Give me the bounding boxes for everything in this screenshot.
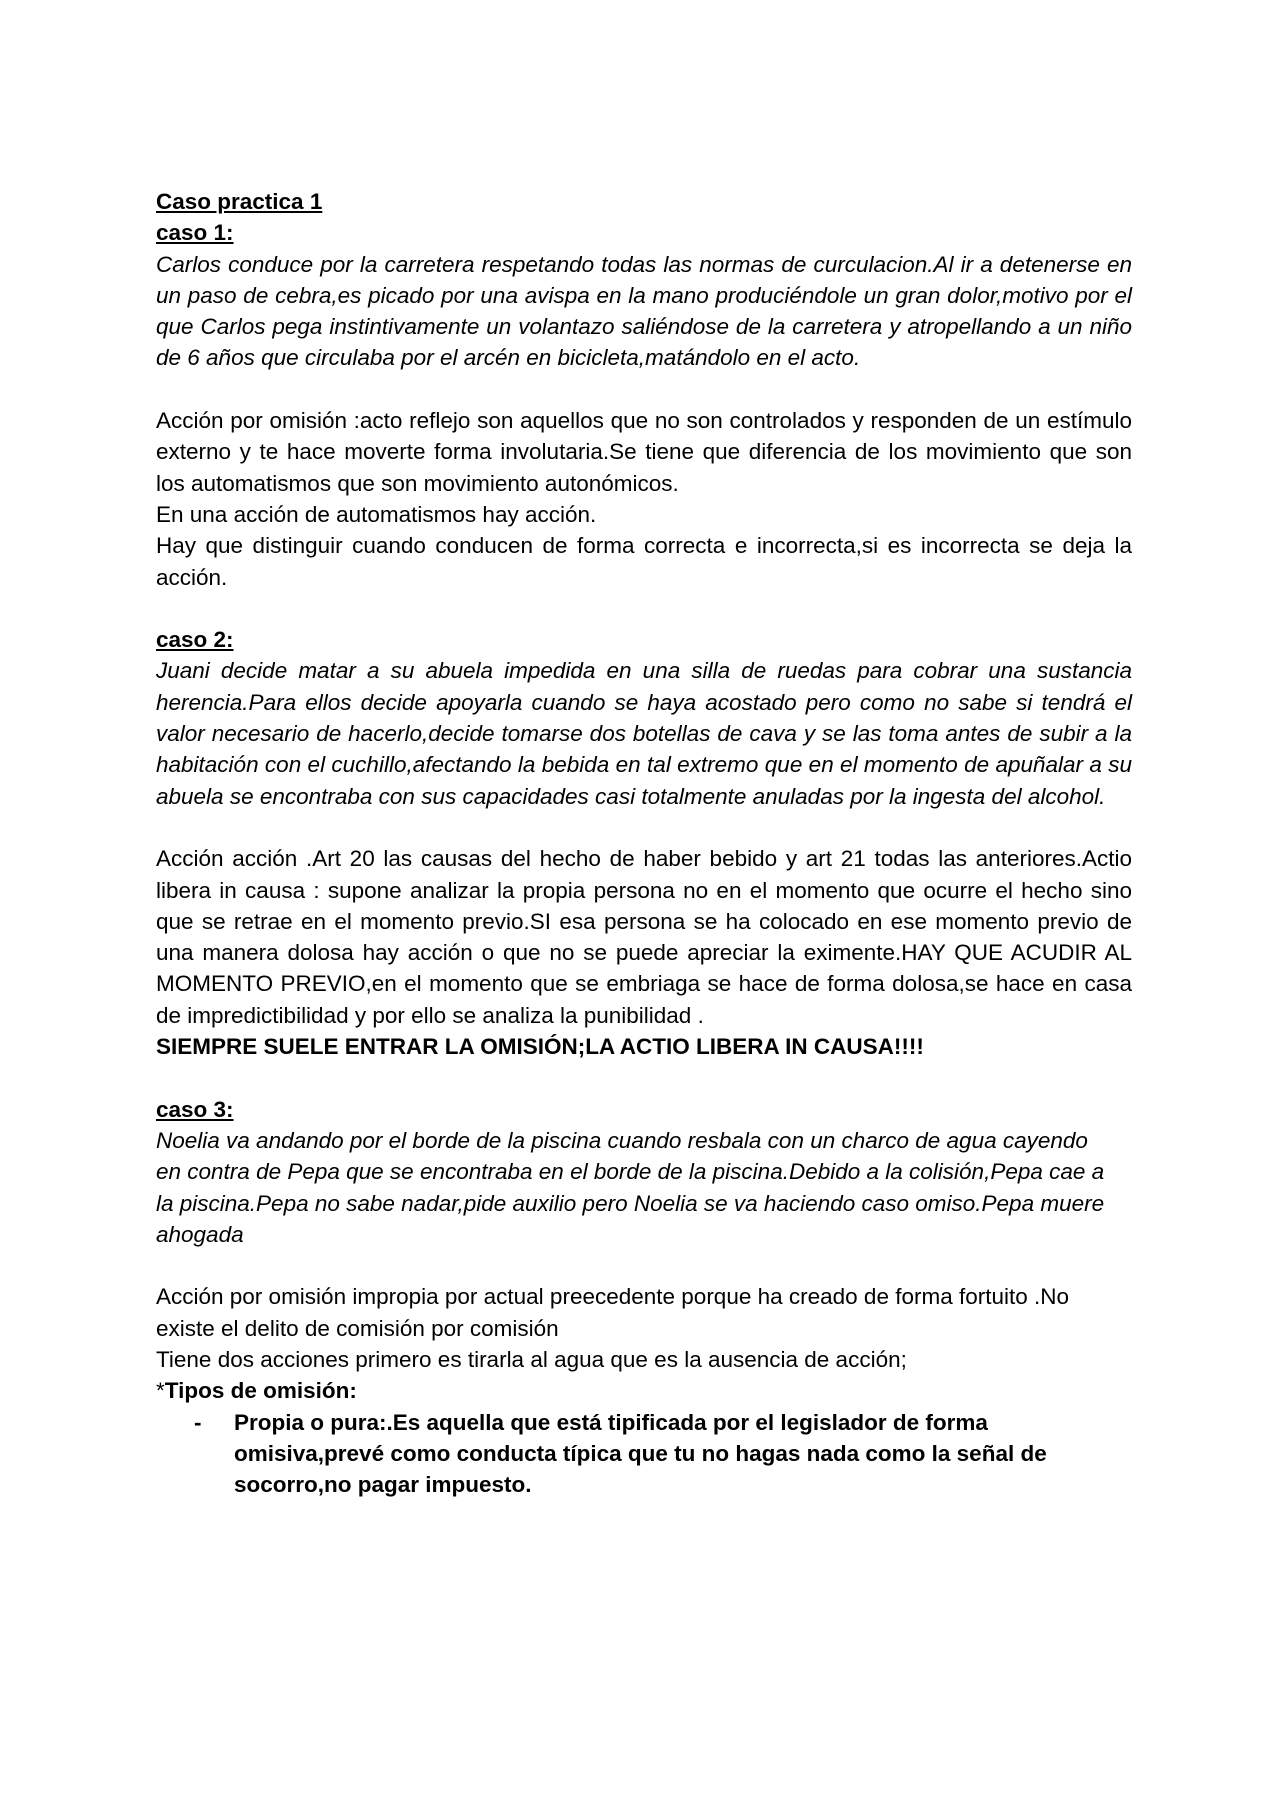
caso2-statement: Juani decide matar a su abuela impedida en una silla de ruedas para cobrar una sustancia herencia.Para ellos decide apoyarla cuando se haya acostado pero como no sabe si tendrá el valor necesario de hacerlo,decide tomarse dos botellas de cava y se las toma antes de subir a la habitación con el cuchillo,afectando la bebida en tal extremo que en el momento de apuñalar a su abuela se encontraba con sus capacidades casi totalmente anuladas por la ingesta del alcohol. [156,658,1132,809]
tipos-prefix: * [156,1378,165,1404]
spacer [156,1062,1132,1093]
list-item [156,1407,1132,1501]
tipos-omision-label: Tipos de omisión: [164,1378,357,1404]
caso3-heading: caso 3: [156,1096,234,1122]
bullet-dash: - [194,1409,202,1435]
caso1-answer-paragraph-2: En una acción de automatismos hay acción. [156,501,597,527]
caso2-answer: Acción acción .Art 20 las causas del hecho de haber bebido y art 21 todas las anteriores.Actio libera in causa : supone analizar la propia persona no en el momento que ocurre el hecho sino que se retrae en el momento previo.SI esa persona se ha colocado en ese momento previo de una manera dolosa hay acción o que no se puede apreciar la eximente.HAY QUE ACUDIR AL MOMENTO PREVIO,en el momento que se embriaga se hace de forma dolosa,se hace en casa de impredictibilidad y por ello se analiza la punibilidad . [156,846,1132,1028]
spacer [156,812,1132,843]
caso1-heading: caso 1: [156,220,234,246]
caso2-heading: caso 2: [156,627,234,653]
caso1-statement: Carlos conduce por la carretera respetando todas las normas de curculacion.Al ir a detenerse en un paso de cebra,es picado por una avispa en la mano produciéndole un gran dolor,motivo por el que Carlos pega instintivamente un volantazo saliéndose de la carretera y atropellando a un niño de 6 años que circulaba por el arcén en bicicleta,matándolo en el acto. [156,251,1132,371]
caso3-statement: Noelia va andando por el borde de la piscina cuando resbala con un charco de agua cayendo en contra de Pepa que se encontraba en el borde de la piscina.Debido a la colisión,Pepa cae a la piscina.Pepa no sabe nadar,pide auxilio pero Noelia se va haciendo caso omiso.Pepa muere ahogada [156,1127,1105,1247]
spacer [156,593,1132,624]
caso1-answer-paragraph-1: Acción por omisión :acto reflejo son aquellos que no son controlados y responden de un estímulo externo y te hace moverte forma involutaria.Se tiene que diferencia de los movimiento que son los automatismos que son movimiento autonómicos. [156,408,1132,496]
spacer [156,374,1132,405]
bullet-text: Propia o pura:.Es aquella que está tipificada por el legislador de forma omisiva,prevé como conducta típica que tu no hagas nada como la señal de socorro,no pagar impuesto. [234,1409,1047,1498]
caso3-answer-paragraph-2: Tiene dos acciones primero es tirarla al agua que es la ausencia de acción; [156,1346,907,1372]
tipos-omision-list [156,1407,1132,1501]
caso2-emphasis: SIEMPRE SUELE ENTRAR LA OMISIÓN;LA ACTIO LIBERA IN CAUSA!!!! [156,1034,924,1060]
caso3-answer-paragraph-1: Acción por omisión impropia por actual preecedente porque ha creado de forma fortuito .No existe el delito de comisión por comisión [156,1284,1070,1341]
document-page [156,186,1132,1500]
tipos-omision-line [156,1375,1132,1406]
caso1-answer-paragraph-3: Hay que distinguir cuando conducen de forma correcta e incorrecta,si es incorrecta se deja la acción. [156,533,1132,590]
document-title: Caso practica 1 [156,189,323,214]
spacer [156,1250,1132,1281]
